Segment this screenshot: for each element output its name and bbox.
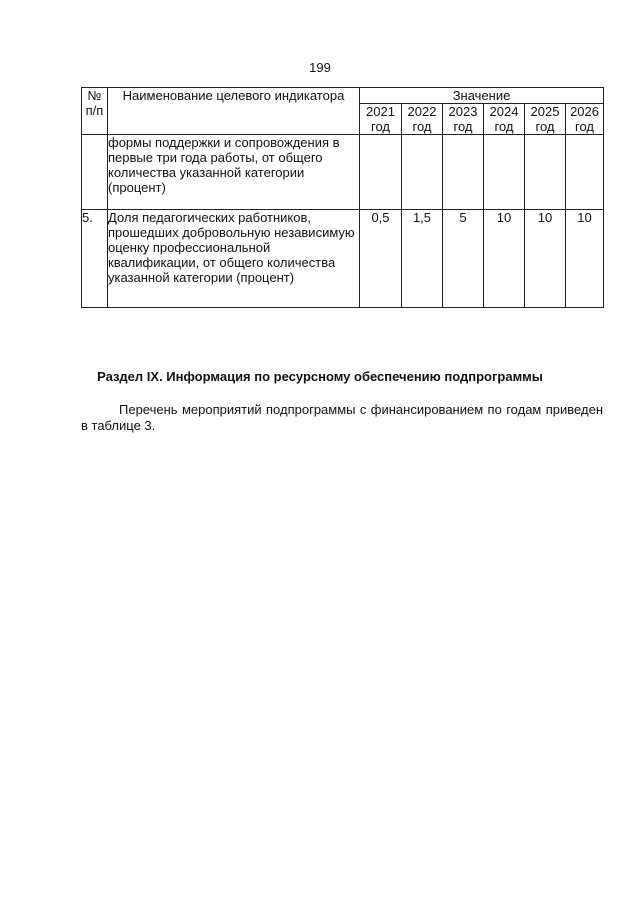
row-indicator-name: формы поддержки и сопровождения в первые три года работы, от общего количества указанной категории (процент) xyxy=(108,135,360,210)
row-value-2023 xyxy=(443,135,484,210)
row-indicator-name: Доля педагогических работников, прошедших добровольную независимую оценку профессиональной квалификации, от общего количества указанной категории (процент) xyxy=(108,210,360,308)
row-value-2023: 5 xyxy=(443,210,484,308)
header-year-2025: 2025 год xyxy=(525,104,566,135)
row-number xyxy=(82,135,108,210)
header-year-2024: 2024 год xyxy=(484,104,525,135)
table-row xyxy=(82,135,604,210)
row-value-2025 xyxy=(525,135,566,210)
row-value-2026 xyxy=(566,135,604,210)
row-value-2022 xyxy=(402,135,443,210)
section-paragraph: Перечень мероприятий подпрограммы с финансированием по годам приведен в таблице 3. xyxy=(81,402,603,433)
header-year-2022: 2022 год xyxy=(402,104,443,135)
header-year-2021: 2021 год xyxy=(360,104,402,135)
page-number: 199 xyxy=(309,60,331,75)
header-value: Значение xyxy=(360,88,604,104)
row-value-2021 xyxy=(360,135,402,210)
row-value-2024: 10 xyxy=(484,210,525,308)
row-value-2025: 10 xyxy=(525,210,566,308)
section-heading: Раздел IX. Информация по ресурсному обеспечению подпрограммы xyxy=(97,369,543,384)
row-value-2022: 1,5 xyxy=(402,210,443,308)
indicators-table xyxy=(81,87,604,308)
header-row-top xyxy=(82,88,604,104)
row-value-2026: 10 xyxy=(566,210,604,308)
row-value-2021: 0,5 xyxy=(360,210,402,308)
header-indicator-name: Наименование целевого индикатора xyxy=(108,88,360,135)
header-number: № п/п xyxy=(82,88,108,135)
table-row xyxy=(82,210,604,308)
row-number: 5. xyxy=(82,210,108,308)
row-value-2024 xyxy=(484,135,525,210)
header-year-2023: 2023 год xyxy=(443,104,484,135)
header-year-2026: 2026 год xyxy=(566,104,604,135)
